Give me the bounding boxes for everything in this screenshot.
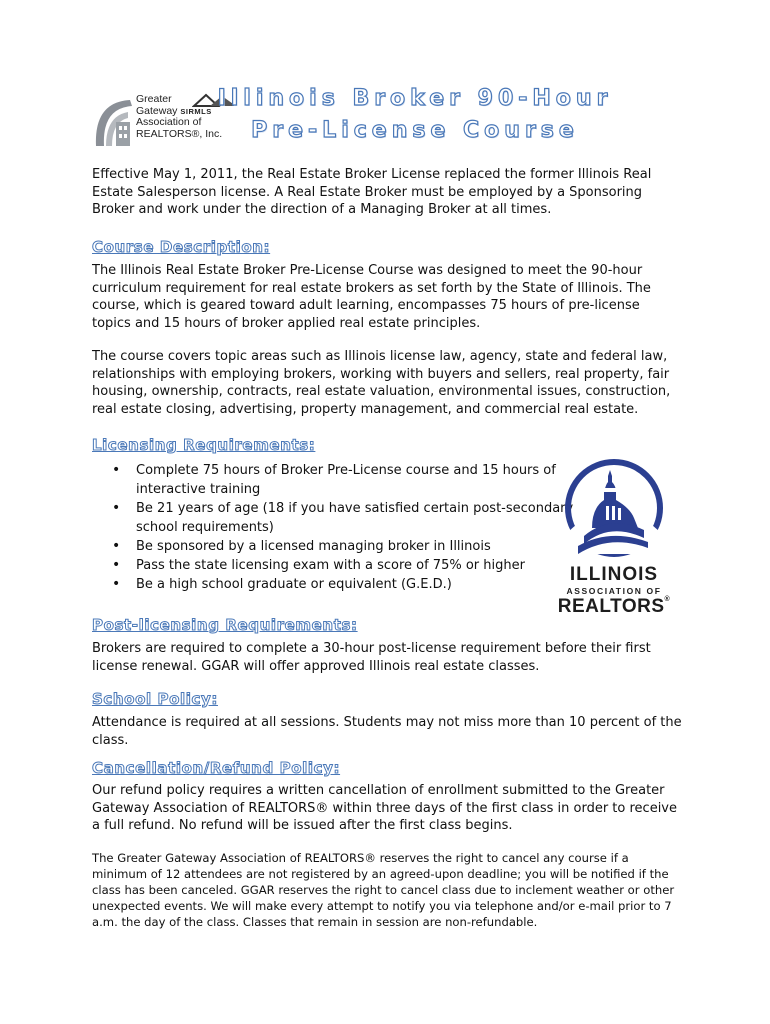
title-line-1: Illinois Broker 90-Hour xyxy=(217,86,613,111)
cancellation-policy-heading: Cancellation/Refund Policy: xyxy=(92,759,341,777)
ggar-line2: Gateway xyxy=(136,104,178,117)
ggar-line4: REALTORS®, Inc. xyxy=(136,127,223,140)
list-item: • Complete 75 hours of Broker Pre-License course and 15 hours of interactive training xyxy=(136,461,606,499)
course-description-paragraph-2: The course covers topic areas such as Illinois license law, agency, state and federal law, relationships with employing brokers, working with buyers and sellers, real property, fair housing, ownership, contracts, real estate valuation, environmental issues, construction, real estate closing, advertising, property management, and commercial real estate. xyxy=(92,349,671,417)
licensing-requirements-list xyxy=(92,461,606,594)
cancellation-paragraph-1: Our refund policy requires a written cancellation of enrollment submitted to the Greater Gateway Association of REALTORS® within three days of the first class in order to receive a full refund. No refund will be issued after the first class begins. xyxy=(92,783,677,833)
course-description-paragraph-1: The Illinois Real Estate Broker Pre-License Course was designed to meet the 90-hour curriculum requirement for real estate brokers as set forth by the State of Illinois. The course, which is geared toward adult learning, encompasses 75 hours of pre-license topics and 15 hours of broker applied real estate principles. xyxy=(92,263,651,331)
course-description-heading: Course Description: xyxy=(92,238,271,256)
registered-mark: ® xyxy=(664,596,671,603)
school-policy-paragraph: Attendance is required at all sessions. Students may not miss more than 10 percent of the class. xyxy=(92,715,682,748)
post-licensing-paragraph: Brokers are required to complete a 30-hour post-license requirement before their first license renewal. GGAR will offer approved Illinois real estate classes. xyxy=(92,641,651,674)
iar-logo-line1: ILLINOIS xyxy=(569,564,659,585)
iar-logo-line3: REALTORS xyxy=(557,596,665,617)
sirmls-mark: SIRMLS xyxy=(180,106,212,116)
list-item: • Pass the state licensing exam with a score of 75% or higher xyxy=(136,556,606,575)
ggar-line3: Association of xyxy=(136,116,202,128)
school-policy-heading: School Policy: xyxy=(92,690,218,708)
cancellation-paragraph-2: The Greater Gateway Association of REALTORS® reserves the right to cancel any course if a minimum of 12 attendees are not registered by an agreed-upon deadline; you will be notified if the class has been canceled. GGAR reserves the right to cancel class due to inclement weather or other unexpected events. We will make every attempt to notify you via telephone and/or e-mail prior to 7 a.m. the day of the class. Classes that remain in session are non-refundable. xyxy=(92,851,675,929)
iar-logo xyxy=(548,458,680,620)
title-line-2: Pre-License Course xyxy=(251,118,579,143)
ggar-line1: Greater xyxy=(136,93,172,105)
capitol-dome-icon xyxy=(548,458,680,558)
list-item: • Be a high school graduate or equivalent (G.E.D.) xyxy=(136,575,606,594)
list-item: • Be 21 years of age (18 if you have satisfied certain post-secondary school requirements) xyxy=(136,499,606,537)
licensing-requirements-heading: Licensing Requirements: xyxy=(92,436,316,454)
ggar-arch-icon xyxy=(92,94,136,150)
iar-logo-line2: ASSOCIATION OF xyxy=(566,586,662,596)
intro-paragraph: Effective May 1, 2011, the Real Estate Broker License replaced the former Illinois Real Estate Salesperson license. A Real Estate Broker must be employed by a Sponsoring Broker and work under the direction of a Managing Broker at all times. xyxy=(92,167,652,217)
list-item: • Be sponsored by a licensed managing broker in Illinois xyxy=(136,537,606,556)
post-licensing-heading: Post-licensing Requirements: xyxy=(92,616,358,634)
